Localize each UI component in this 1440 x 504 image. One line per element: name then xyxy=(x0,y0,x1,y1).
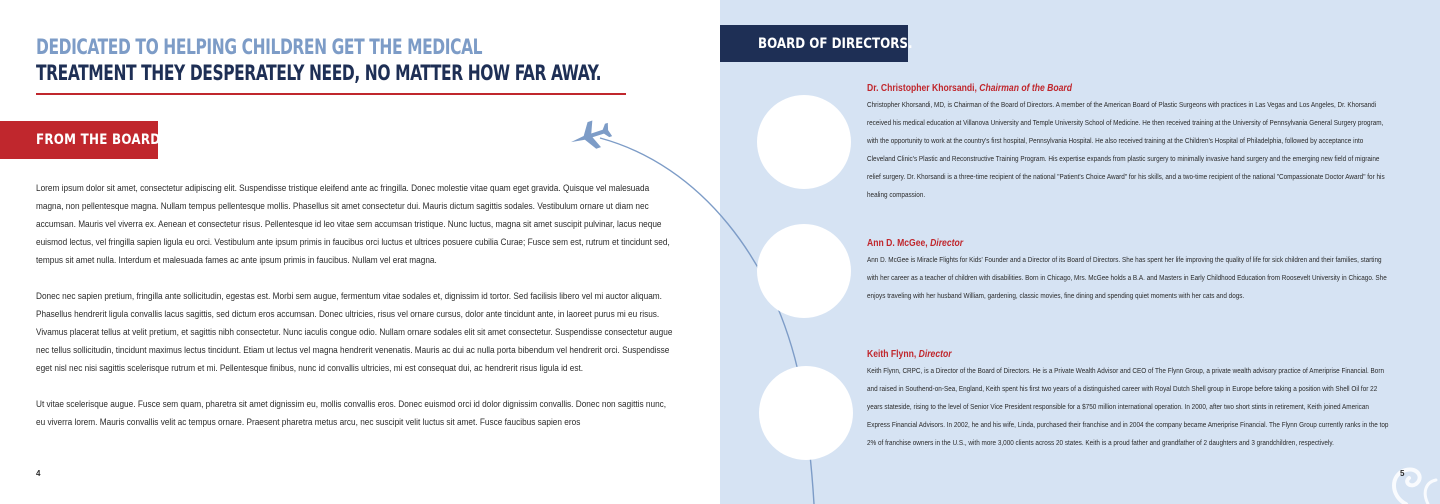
swirl-ornament-icon xyxy=(1376,452,1440,504)
director-photo-placeholder-2 xyxy=(757,224,851,318)
headline xyxy=(36,34,636,86)
director-bio: Keith Flynn, CRPC, is a Director of the Board of Directors. He is a Private Wealth Advisor and CEO of The Flynn Group, a private wealth advisory practice of Ameriprise Financial. Born and raised in Southend-on-Sea, England, Keith spent his first two years of a distinguished career with Royal Dutch Shell group in Europe before taking a position with Shell Oil for 22 years stateside, rising to the level of Senior Vice President responsible for a $750 million international operation. In 2000, after two short stints in retirement, Keith joined American Express Financial Advisors. In 2002, he and his wife, Linda, purchased their franchise and in 2004 the company became Ameriprise Financial. The Flynn Group currently ranks in the top 2% of franchise owners in the U.S., with more 3,000 clients across 20 states. Keith is a proud father and grandfather of 2 daughters and 3 grandchildren, respectively. xyxy=(867,366,1389,447)
board-of-directors-title: BOARD OF DIRECTORS. xyxy=(758,35,913,52)
director-entry-mcgee xyxy=(867,237,1407,305)
director-bio: Ann D. McGee is Miracle Flights for Kids' Founder and a Director of its Board of Directors. She has spent her life improving the quality of life for sick children and their families, starting with her career as a teacher of children with disabilities. Born in Chicago, Mrs. McGee holds a B.A. and Masters in Early Childhood Education from Roosevelt University in Chicago. She enjoys traveling with her husband William, gardening, classic movies, fine dining and spending quiet moments with her cats and dogs. xyxy=(867,255,1387,300)
headline-line-1: DEDICATED TO HELPING CHILDREN GET THE MEDICAL xyxy=(36,35,483,59)
director-name: Keith Flynn, xyxy=(867,349,917,360)
director-role: Director xyxy=(918,349,952,360)
director-entry-khorsandi xyxy=(867,82,1407,204)
director-name-line xyxy=(867,237,1331,251)
director-name-line xyxy=(867,82,1331,96)
director-photo-placeholder-3 xyxy=(759,366,853,460)
director-name: Ann D. McGee, xyxy=(867,238,928,249)
director-role: Director xyxy=(930,238,964,249)
director-name-line xyxy=(867,348,1331,362)
director-photo-placeholder-1 xyxy=(757,95,851,189)
body-paragraph-2: Donec nec sapien pretium, fringilla ante sollicitudin, egestas est. Morbi sem augue, fermentum vitae sodales et, dignissim id tortor. Sed facilisis libero vel mi auctor aliquam. Phasellus hendrerit ligula convallis lacus sagittis, sed dictum eros accumsan. Donec ultricies, risus vel ornare cursus, dolor ante tincidunt ante, in laoreet purus mi eu risus. Vivamus placerat tellus at velit pretium, et sagittis nibh consectetur. Nunc iaculis congue odio. Nullam ornare sodales elit sit amet consectetur. Suspendisse consectetur augue nec tellus sollicitudin, tincidunt maximus lectus tincidunt. Etiam ut lectus vel magna hendrerit venenatis. Mauris ac dui ac nulla porta bibendum vel hendrerit orci. Suspendisse eget nisl nec nisi sagittis scelerisque rutrum et mi. Pellentesque finibus, nunc id convallis ultricies, mi est consequat dui, ac hendrerit risus ligula id est. xyxy=(36,291,673,374)
director-role: Chairman of the Board xyxy=(979,83,1073,94)
headline-line-2: TREATMENT THEY DESPERATELY NEED, NO MATTER HOW FAR AWAY. xyxy=(36,61,602,85)
director-name: Dr. Christopher Khorsandi, xyxy=(867,83,977,94)
page-number-right: 5 xyxy=(1400,469,1405,478)
board-of-directors-banner xyxy=(720,25,913,62)
headline-divider xyxy=(36,93,626,95)
director-bio: Christopher Khorsandi, MD, is Chairman of the Board of Directors. A member of the American Board of Plastic Surgeons with practices in Las Vegas and Los Angeles, Dr. Khorsandi received his medical education at Villanova University and Temple University School of Medicine. He then received training at the University of Pennsylvania General Surgery program, with the opportunity to work at the country's first hospital, Pennsylvania Hospital. He also received training at the Children's Hospital of Philadelphia, followed by acceptance into Cleveland Clinic's Plastic and Reconstructive Training Program. His expertise expands from plastic surgery to minimally invasive hand surgery and the emerging new field of migraine relief surgery. Dr. Khorsandi is a three-time recipient of the national "Patient's Choice Award" for his skills, and a two-time recipient of the national "Compassionate Doctor Award" for his healing compassion. xyxy=(867,100,1385,199)
board-letter-body xyxy=(36,180,676,450)
body-paragraph-1: Lorem ipsum dolor sit amet, consectetur adipiscing elit. Suspendisse tristique eleifend ante ac fringilla. Donec molestie vitae quam eget gravida. Quisque vel malesuada magna, non pellentesque magna. Nullam tempus pellentesque mollis. Phasellus sit amet consectetur dui. Mauris dictum sagittis sodales. Vestibulum ornare ut diam nec accumsan. Mauris vel viverra ex. Aenean et consectetur risus. Pellentesque id leo vitae sem accumsan tristique. Nunc luctus, magna sit amet suscipit pulvinar, lacus neque euismod lectus, vel fringilla sapien ligula eu orci. Vestibulum ante ipsum primis in faucibus orci luctus et ultrices posuere cubilia Curae; Fusce sem est, rutrum et tincidunt sed, tempus sit amet nulla. Interdum et malesuada fames ac ante ipsum primis in faucibus. Nullam vel erat magna. xyxy=(36,183,670,266)
from-the-board-title: FROM THE BOARD. xyxy=(36,132,166,148)
page-number-left: 4 xyxy=(36,469,41,478)
director-entry-flynn xyxy=(867,348,1407,452)
body-paragraph-3: Ut vitae scelerisque augue. Fusce sem quam, pharetra sit amet dignissim eu, mollis convallis eros. Donec euismod orci id dolor dignissim convallis. Donec non sagittis nunc, eu viverra lorem. Mauris convallis velit ac tempus ornare. Praesent pharetra metus arcu, nec suscipit velit luctus sit amet. Fusce faucibus sapien eros xyxy=(36,399,667,428)
from-the-board-banner xyxy=(0,121,166,159)
